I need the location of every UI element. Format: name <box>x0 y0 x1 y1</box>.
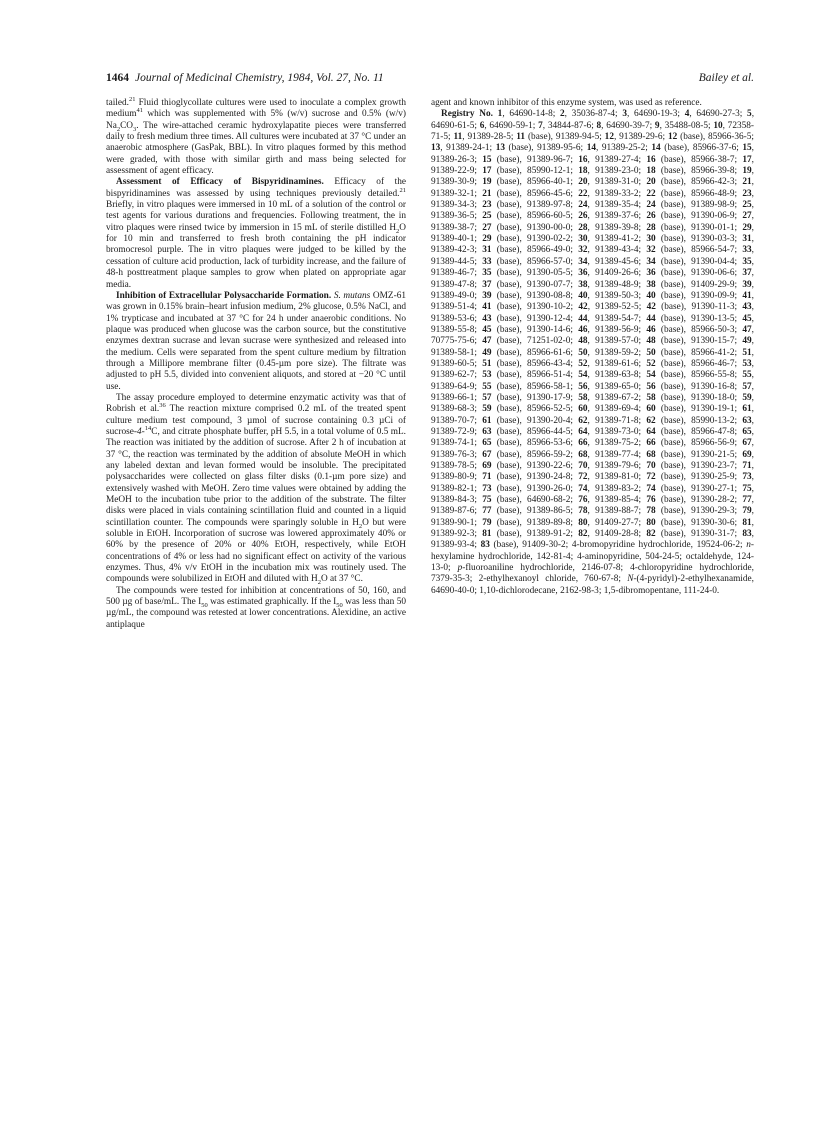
registry-list: 1, 64690-14-8; 2, 35036-87-4; 3, 64690-19-3; 4, 64690-27-3; 5, 64690-61-5; 6, 64690-59-1; 7, 34844-87-6; 8, 64690-39-7; 9, 35488-08-5; 10, 72358-71-5; 11, 91389-28-5; 11 (base), 91389-94-5; 12, 91389-29-6; 12 (base), 85966-36-5; 13, 91389-24-1; 13 (base), 91389-95-6; 14, 91389-25-2; 14 (base), 85966-37-6; 15, 91389-26-3; 15 (base), 91389-96-7; 16, 91389-27-4; 16 (base), 85966-38-7; 17, 91389-22-9; 17 (base), 85990-12-1; 18, 91389-23-0; 18 (base), 85966-39-8; 19, 91389-30-9; 19 (base), 85966-40-1; 20, 91389-31-0; 20 (base), 85966-42-3; 21, 91389-32-1; 21 (base), 85966-45-6; 22, 91389-33-2; 22 (base), 85966-48-9; 23, 91389-34-3; 23 (base), 91389-97-8; 24, 91389-35-4; 24 (base), 91389-98-9; 25, 91389-36-5; 25 (base), 85966-60-5; 26, 91389-37-6; 26 (base), 91390-06-9; 27, 91389-38-7; 27 (base), 91390-00-0; 28, 91389-39-8; 28 (base), 91390-01-1; 29, 91389-40-1; 29 (base), 91390-02-2; 30, 91389-41-2; 30 (base), 91390-03-3; 31, 91389-42-3; 31 (base), 85966-49-0; 32, 91389-43-4; 32 (base), 85966-54-7; 33, 91389-44-5; 33 (base), 85966-57-0; 34, 91389-45-6; 34 (base), 91390-04-4; 35, 91389-46-7; 35 (base), 91390-05-5; 36, 91409-26-6; 36 (base), 91390-06-6; 37, 91389-47-8; 37 (base), 91390-07-7; 38, 91389-48-9; 38 (base), 91409-29-9; 39, 91389-49-0; 39 (base), 91390-08-8; 40, 91389-50-3; 40 (base), 91390-09-9; 41, 91389-51-4; 41 (base), 91390-10-2; 42, 91389-52-5; 42 (base), 91390-11-3; 43, 91389-53-6; 43 (base), 91390-12-4; 44, 91389-54-7; 44 (base), 91390-13-5; 45, 91389-55-8; 45 (base), 91390-14-6; 46, 91389-56-9; 46 (base), 85966-50-3; 47, 70775-75-6; 47 (base), 71251-02-0; 48, 91389-57-0; 48 (base), 91390-15-7; 49, 91389-58-1; 49 (base), 85966-61-6; 50, 91389-59-2; 50 (base), 85966-41-2; 51, 91389-60-5; 51 (base), 85966-43-4; 52, 91389-61-6; 52 (base), 85966-46-7; 53, 91389-62-7; 53 (base), 85966-51-4; 54, 91389-63-8; 54 (base), 85966-55-8; 55, 91389-64-9; 55 (base), 85966-58-1; 56, 91389-65-0; 56 (base), 91390-16-8; 57, 91389-66-1; 57 (base), 91390-17-9; 58, 91389-67-2; 58 (base), 91390-18-0; 59, 91389-68-3; 59 (base), 85966-52-5; 60, 91389-69-4; 60 (base), 91390-19-1; 61, 91389-70-7; 61 (base), 91390-20-4; 62, 91389-71-8; 62 (base), 85990-13-2; 63, 91389-72-9; 63 (base), 85966-44-5; 64, 91389-73-0; 64 (base), 85966-47-8; 65, 91389-74-1; 65 (base), 85966-53-6; 66, 91389-75-2; 66 (base), 85966-56-9; 67, 91389-76-3; 67 (base), 85966-59-2; 68, 91389-77-4; 68 (base), 91390-21-5; 69, 91389-78-5; 69 (base), 91390-22-6; 70, 91389-79-6; 70 (base), 91390-23-7; 71, 91389-80-9; 71 (base), 91390-24-8; 72, 91389-81-0; 72 (base), 91390-25-9; 73, 91389-82-1; 73 (base), 91390-26-0; 74, 91389-83-2; 74 (base), 91390-27-1; 75, 91389-84-3; 75 (base), 64690-68-2; 76, 91389-85-4; 76 (base), 91390-28-2; 77, 91389-87-6; 77 (base), 91389-86-5; 78, 91389-88-7; 78 (base), 91390-29-3; 79, 91389-90-1; 79 (base), 91389-89-8; 80, 91409-27-7; 80 (base), 91390-30-6; 81, 91389-92-3; 81 (base), 91389-91-2; 82, 91409-28-8; 82 (base), 91390-31-7; 83, 91389-93-4; 83 (base), 91409-30-2; 4-bromopyridine hydrochloride, 19524-06-2; n-hexylamine hydrochloride, 142-81-4; 4-aminopyridine, 504-24-5; octaldehyde, 124-13-0; p-fluoroaniline hydrochloride, 2146-07-8; 4-chloropyridine hydrochloride, 7379-35-3; 2-ethylhexanoyl chloride, 760-67-8; N-(4-pyridyl)-2-ethylhexanamide, 64690-40-0; 1,10-dichlorodecane, 2162-98-3; 1,5-dibromopentane, 111-24-0. <box>431 109 755 596</box>
section-body: S. mutans OMZ-61 was grown in 0.15% brain–heart infusion medium, 2% glucose, 0.5% NaCl, and 1% trypticase and incubated at 37 °C for 24 h under anaerobic conditions. No plaque was produced when glucose was the carbon source, but the constitutive enzymes dextran sucrase and levan sucrase were synthesized and released into the medium. Cells were separated from the spent culture medium by filtration through a Millipore membrane filter (0.45-µm pore size). The filtrate was adjusted to pH 5.5, divided into convenient aliquots, and stored at −20 °C until use. <box>106 290 406 392</box>
left-column <box>106 95 407 631</box>
body-paragraph: agent and known inhibitor of this enzyme system, was used as reference. <box>431 98 702 108</box>
section-heading: Assessment of Efficacy of Bispyridinamines. <box>116 177 324 188</box>
header-authors: Bailey et al. <box>698 72 754 84</box>
body-paragraph: The compounds were tested for inhibition at concentrations of 50, 160, and 500 µg of base/mL. The $I_{50}$ was estimated graphically. If the $I_{50}$ was less than 50 µg/mL, the compound was retested at lower concentrations. Alexidine, an active antiplaque <box>106 585 406 630</box>
body-paragraph: The assay procedure employed to determine enzymatic activity was that of Robrish et al.$^{36}$ The reaction mixture comprised 0.2 mL of the treated spent culture medium test compound, 3 µmol of sucrose containing 0.3 µCi of sucrose-4-$^{14}$C, and citrate phosphate buffer, pH 5.5, in a total volume of 0.5 mL. The reaction was initiated by the addition of sucrose. After 2 h of incubation at 37 °C, the reaction was terminated by the addition of absolute MeOH in which any labeled dextan and levan formed would be insoluble. The precipitated polysaccharides were collected on glass filter disks (0.1-µm pore size) and extensively washed with MeOH. Zero time values were obtained by adding the MeOH to the incubation tube prior to the addition of the substrate. The filter disks were placed in vials containing scintillation fluid and counted in a liquid scintillation counter. The compounds were sparingly soluble in $H_2O$ but were soluble in EtOH. Incorporation of sucrose was lowered approximately 40% or 60% by the presence of 20% or 40% EtOH, respectively, while EtOH concentrations of 4% or less had no significant effect on activity of the various enzymes. Thus, 4% v/v EtOH in the incubation mix was routinely used. The compounds were solubilized in EtOH and diluted with $H_2O$ at 37 °C. <box>106 392 407 587</box>
section-body: Efficacy of the bispyridinamines was assessed by using techniques previously detailed.$^{21}$ Briefly, in vitro plaques were immersed in 10 mL of a solution of the control or test agents for various durations and frequencies. Following treatment, the in vitro plaques were rinsed twice by immersion in 15 mL of sterile distilled $H_2O$ for 10 min and transferred to fresh broth containing the pH indicator bromocresol purple. The in vitro plaques were judged to be killed by the cessation of culture acid production, lack of turbidity increase, and the failure of 48-h posttreatment plaque samples to grow when plated on appropriate agar media. <box>106 177 406 290</box>
registry-label: Registry No. <box>441 109 493 120</box>
journal-citation: Journal of Medicinal Chemistry, 1984, Vol. 27, No. 11 <box>135 72 384 84</box>
body-paragraph: tailed.$^{21}$ Fluid thioglycollate cultures were used to inoculate a complex growth medium$^{41}$ which was supplemented with 5% (w/v) sucrose and 0.5% (w/v) $Na_2CO_3$. The wire-attached ceramic hydroxylapatite pieces were transferred daily to fresh medium three times. All cultures were incubated at 37 °C under an anaerobic atmosphere (GasPak, BBL). In vitro plaques formed by this method were graded, with those with similar girth and mass being selected for assessment of agent efficacy. <box>106 95 406 177</box>
section-paragraph <box>106 291 406 393</box>
section-paragraph <box>106 177 406 290</box>
registry-numbers <box>431 109 754 597</box>
page-number: 1464 <box>106 72 129 84</box>
right-column <box>431 98 754 597</box>
section-heading: Inhibition of Extracellular Polysaccharide Formation. <box>116 290 332 301</box>
header-left <box>106 72 384 84</box>
running-header <box>106 72 754 90</box>
